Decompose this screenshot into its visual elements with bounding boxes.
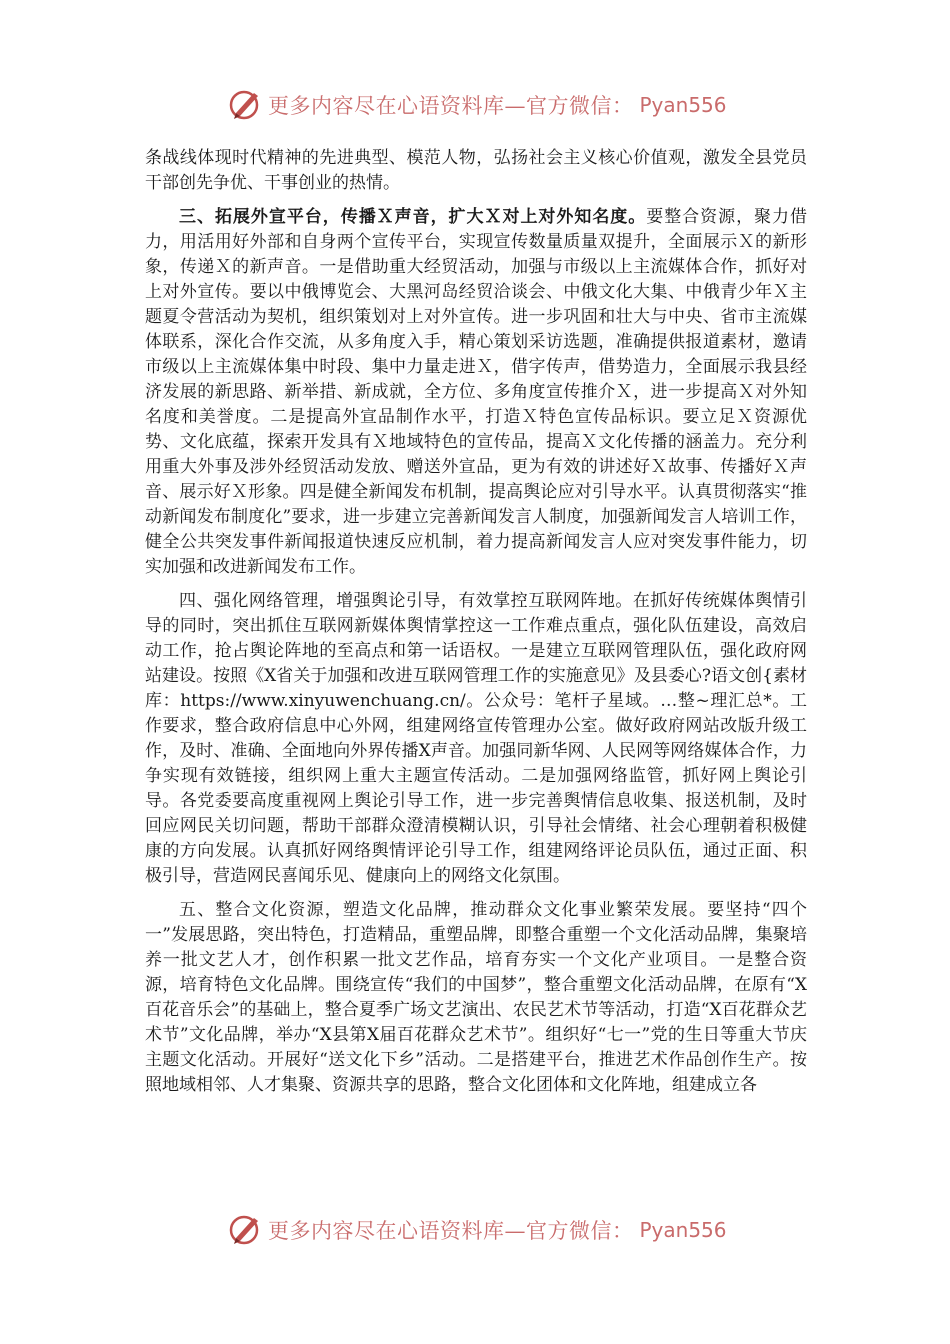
banner-wechat-id: Pyan556 xyxy=(639,93,727,117)
document-body xyxy=(145,146,807,1107)
paragraph-1: 条战线体现时代精神的先进典型、模范人物，弘扬社会主义核心价值观，激发全县党员干部创先争优、干事创业的热情。 xyxy=(145,148,807,193)
paragraph-2: 三、拓展外宣平台，传播Ｘ声音，扩大Ｘ对上对外知名度。要整合资源，聚力借力，用活用好外部和自身两个宣传平台，实现宣传数量质量双提升，全面展示Ｘ的新形象，传递Ｘ的新声音。一是借助重大经贸活动，加强与市级以上主流媒体合作，抓好对上对外宣传。要以中俄博览会、大黑河岛经贸洽谈会、中俄文化大集、中俄青少年Ｘ主题夏令营活动为契机，组织策划对上对外宣传。进一步巩固和壮大与中央、省市主流媒体联系，深化合作交流，从多角度入手，精心策划采访选题，准确提供报道素材，邀请市级以上主流媒体集中时段、集中力量走进Ｘ，借字传声，借势造力，全面展示我县经济发展的新思路、新举措、新成就，全方位、多角度宣传推介Ｘ，进一步提高Ｘ对外知名度和美誉度。二是提高外宣品制作水平，打造Ｘ特色宣传品标识。要立足Ｘ资源优势、文化底蕴，探索开发具有Ｘ地域特色的宣传品，提高Ｘ文化传播的涵盖力。充分利用重大外事及涉外经贸活动发放、赠送外宣品，更为有效的讲述好Ｘ故事、传播好Ｘ声音、展示好Ｘ形象。四是健全新闻发布机制，提高舆论应对引导水平。认真贯彻落实“推动新闻发布制度化”要求，进一步建立完善新闻发言人制度，加强新闻发言人培训工作，健全公共突发事件新闻报道快速反应机制，着力提高新闻发言人应对突发事件能力，切实加强和改进新闻发布工作。 xyxy=(145,207,807,577)
pen-logo-icon xyxy=(228,87,264,123)
banner-text: 更多内容尽在心语资料库—官方微信： xyxy=(268,1219,634,1243)
footer-watermark-banner xyxy=(228,1210,748,1250)
paragraph-2-heading: 三、拓展外宣平台，传播Ｘ声音，扩大Ｘ对上对外知名度。 xyxy=(179,207,647,227)
banner-wechat-id: Pyan556 xyxy=(639,1218,727,1242)
banner-text: 更多内容尽在心语资料库—官方微信： xyxy=(268,94,634,118)
paragraph-3: 四、强化网络管理，增强舆论引导，有效掌控互联网阵地。在抓好传统媒体舆情引导的同时，突出抓住互联网新媒体舆情掌控这一工作难点重点，强化队伍建设，高效启动工作，抢占舆论阵地的至高点和第一话语权。一是建立互联网管理队伍，强化政府网站建设。按照《X省关于加强和改进互联网管理工作的实施意见》及县委心?语文创{素材库：https://www.xinyuwenchuang.cn/。公众号：笔杆子星域。…整~理汇总*。工作要求，整合政府信息中心外网，组建网络宣传管理办公室。做好政府网站改版升级工作，及时、准确、全面地向外界传播X声音。加强同新华网、人民网等网络媒体合作，力争实现有效链接，组织网上重大主题宣传活动。二是加强网络监管，抓好网上舆论引导。各党委要高度重视网上舆论引导工作，进一步完善舆情信息收集、报送机制，及时回应网民关切问题，帮助干部群众澄清模糊认识，引导社会情绪、社会心理朝着积极健康的方向发展。认真抓好网络舆情评论引导工作，组建网络评论员队伍，通过正面、积极引导，营造网民喜闻乐见、健康向上的网络文化氛围。 xyxy=(145,591,807,886)
header-watermark-banner xyxy=(228,85,748,125)
paragraph-4: 五、整合文化资源，塑造文化品牌，推动群众文化事业繁荣发展。要坚持“四个一”发展思路，突出特色，打造精品，重塑品牌，即整合重塑一个文化活动品牌，集聚培养一批文艺人才，创作积累一批文艺作品，培育夯实一个文化产业项目。一是整合资源，培育特色文化品牌。围绕宣传“我们的中国梦”，整合重塑文化活动品牌，在原有“X百花音乐会”的基础上，整合夏季广场文艺演出、农民艺术节等活动，打造“X百花群众艺术节”文化品牌，举办“X县第X届百花群众艺术节”。组织好“七一”党的生日等重大节庆主题文化活动。开展好“送文化下乡”活动。二是搭建平台，推进艺术作品创作生产。按照地域相邻、人才集聚、资源共享的思路，整合文化团体和文化阵地，组建成立各 xyxy=(145,900,807,1095)
pen-logo-icon xyxy=(228,1212,264,1248)
